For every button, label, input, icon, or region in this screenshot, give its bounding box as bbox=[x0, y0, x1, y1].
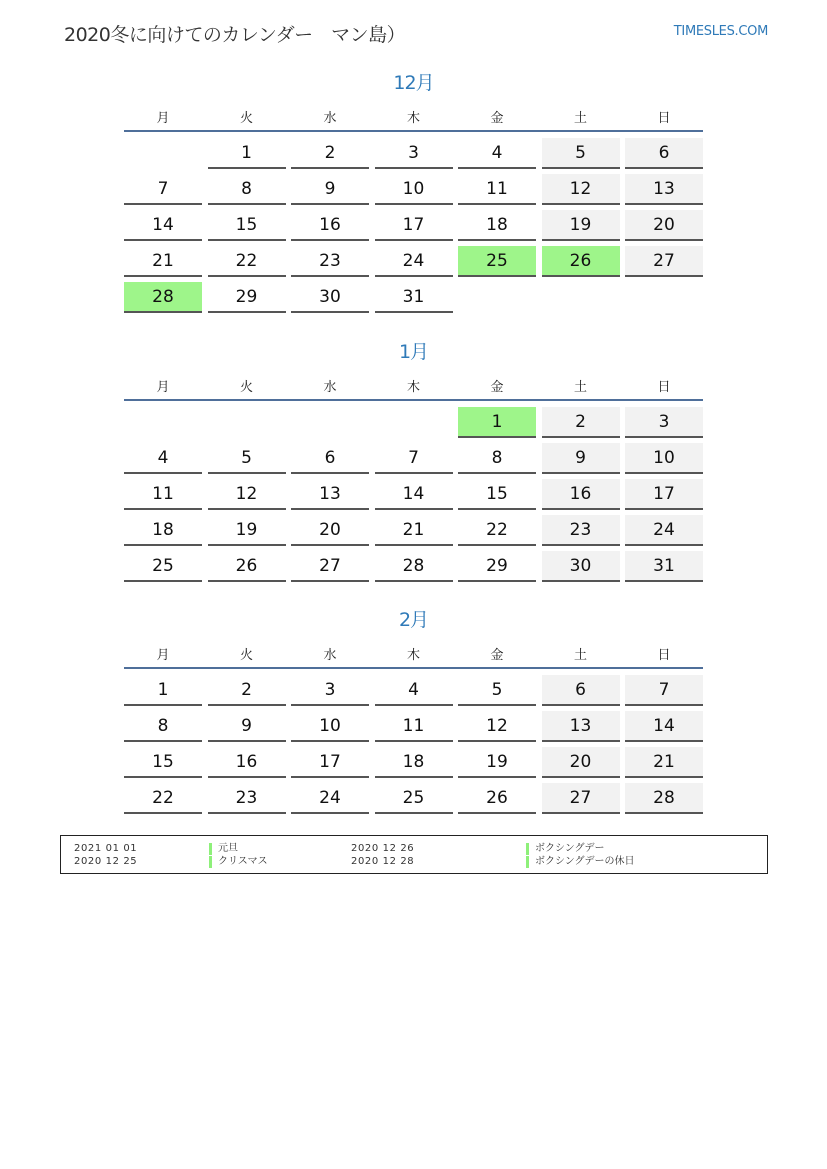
day-cell: 7 bbox=[625, 675, 703, 706]
week-row bbox=[124, 174, 703, 205]
day-cell: 27 bbox=[625, 246, 703, 277]
week-row bbox=[124, 479, 703, 510]
day-cell: 12 bbox=[542, 174, 620, 205]
month-title: 2月 bbox=[398, 609, 429, 631]
week-row bbox=[124, 246, 703, 277]
day-cell: 14 bbox=[625, 711, 703, 742]
day-cell: 23 bbox=[542, 515, 620, 546]
empty-day-cell bbox=[124, 407, 202, 438]
day-cell: 3 bbox=[291, 675, 369, 706]
weekday-header bbox=[124, 102, 703, 132]
day-cell: 27 bbox=[291, 551, 369, 582]
week-row bbox=[124, 675, 703, 706]
day-cell: 7 bbox=[124, 174, 202, 205]
day-cell: 20 bbox=[625, 210, 703, 241]
day-cell: 25 bbox=[124, 551, 202, 582]
weekday-label: 水 bbox=[323, 647, 337, 663]
day-cell: 29 bbox=[458, 551, 536, 582]
week-row bbox=[124, 443, 703, 474]
weekday-label: 木 bbox=[406, 647, 420, 663]
day-cell: 3 bbox=[375, 138, 453, 169]
day-cell: 2 bbox=[291, 138, 369, 169]
weekday-label: 金 bbox=[490, 110, 504, 126]
day-cell: 13 bbox=[625, 174, 703, 205]
day-cell: 28 bbox=[375, 551, 453, 582]
day-cell: 10 bbox=[625, 443, 703, 474]
weekday-label: 月 bbox=[156, 647, 170, 663]
day-cell: 20 bbox=[291, 515, 369, 546]
empty-day-cell bbox=[291, 407, 369, 438]
legend-date: 2020 12 26 bbox=[351, 843, 415, 854]
site-link[interactable]: TIMESLES.COM bbox=[673, 24, 768, 39]
day-cell: 30 bbox=[291, 282, 369, 313]
empty-day-cell bbox=[124, 138, 202, 169]
day-cell: 31 bbox=[625, 551, 703, 582]
day-cell: 21 bbox=[124, 246, 202, 277]
month-block bbox=[124, 337, 703, 587]
weekday-label: 金 bbox=[490, 647, 504, 663]
day-cell: 26 bbox=[458, 783, 536, 814]
weekday-label: 土 bbox=[573, 647, 587, 663]
month-block bbox=[124, 605, 703, 819]
holiday-day-cell: 25 bbox=[458, 246, 536, 277]
day-cell: 17 bbox=[625, 479, 703, 510]
day-cell: 8 bbox=[124, 711, 202, 742]
day-cell: 14 bbox=[375, 479, 453, 510]
weekday-label: 土 bbox=[573, 110, 587, 126]
day-cell: 22 bbox=[124, 783, 202, 814]
empty-day-cell bbox=[542, 282, 620, 313]
day-cell: 7 bbox=[375, 443, 453, 474]
weekday-label: 月 bbox=[156, 379, 170, 395]
day-cell: 15 bbox=[208, 210, 286, 241]
weekday-label: 火 bbox=[239, 379, 253, 395]
day-cell: 2 bbox=[208, 675, 286, 706]
weekday-label: 木 bbox=[406, 110, 420, 126]
day-cell: 24 bbox=[625, 515, 703, 546]
weekday-label: 日 bbox=[657, 647, 671, 663]
page-title: 2020冬に向けてのカレンダー マン島） bbox=[64, 24, 406, 46]
day-cell: 19 bbox=[458, 747, 536, 778]
day-cell: 5 bbox=[542, 138, 620, 169]
day-cell: 6 bbox=[291, 443, 369, 474]
day-cell: 30 bbox=[542, 551, 620, 582]
day-cell: 29 bbox=[208, 282, 286, 313]
day-cell: 22 bbox=[458, 515, 536, 546]
weekday-label: 木 bbox=[406, 379, 420, 395]
day-cell: 16 bbox=[291, 210, 369, 241]
weekday-label: 火 bbox=[239, 110, 253, 126]
weekday-label: 火 bbox=[239, 647, 253, 663]
day-cell: 4 bbox=[375, 675, 453, 706]
weekday-header bbox=[124, 639, 703, 669]
day-cell: 21 bbox=[625, 747, 703, 778]
weekday-label: 日 bbox=[657, 379, 671, 395]
day-cell: 20 bbox=[542, 747, 620, 778]
day-cell: 9 bbox=[542, 443, 620, 474]
week-row bbox=[124, 747, 703, 778]
day-cell: 8 bbox=[458, 443, 536, 474]
empty-day-cell bbox=[208, 407, 286, 438]
day-cell: 23 bbox=[291, 246, 369, 277]
empty-day-cell bbox=[625, 282, 703, 313]
day-cell: 11 bbox=[375, 711, 453, 742]
weekday-label: 金 bbox=[490, 379, 504, 395]
day-cell: 4 bbox=[124, 443, 202, 474]
empty-day-cell bbox=[458, 282, 536, 313]
day-cell: 11 bbox=[458, 174, 536, 205]
day-cell: 15 bbox=[124, 747, 202, 778]
day-cell: 2 bbox=[542, 407, 620, 438]
weekday-label: 日 bbox=[657, 110, 671, 126]
day-cell: 23 bbox=[208, 783, 286, 814]
day-cell: 19 bbox=[542, 210, 620, 241]
legend-holiday-name: クリスマス bbox=[209, 856, 268, 868]
day-cell: 12 bbox=[458, 711, 536, 742]
day-cell: 6 bbox=[542, 675, 620, 706]
weekday-label: 月 bbox=[156, 110, 170, 126]
day-cell: 19 bbox=[208, 515, 286, 546]
day-cell: 11 bbox=[124, 479, 202, 510]
empty-day-cell bbox=[375, 407, 453, 438]
month-title: 1月 bbox=[398, 341, 429, 363]
day-cell: 18 bbox=[124, 515, 202, 546]
week-row bbox=[124, 551, 703, 582]
day-cell: 13 bbox=[291, 479, 369, 510]
day-cell: 10 bbox=[375, 174, 453, 205]
week-row bbox=[124, 210, 703, 241]
day-cell: 5 bbox=[458, 675, 536, 706]
legend-holiday-name: 元旦 bbox=[209, 843, 238, 855]
day-cell: 24 bbox=[291, 783, 369, 814]
week-row bbox=[124, 282, 703, 313]
day-cell: 6 bbox=[625, 138, 703, 169]
day-cell: 18 bbox=[375, 747, 453, 778]
day-cell: 17 bbox=[375, 210, 453, 241]
day-cell: 21 bbox=[375, 515, 453, 546]
day-cell: 4 bbox=[458, 138, 536, 169]
legend-date: 2020 12 25 bbox=[74, 856, 138, 867]
week-row bbox=[124, 711, 703, 742]
weekday-label: 水 bbox=[323, 379, 337, 395]
day-cell: 27 bbox=[542, 783, 620, 814]
week-row bbox=[124, 783, 703, 814]
week-row bbox=[124, 138, 703, 169]
day-cell: 31 bbox=[375, 282, 453, 313]
month-title: 12月 bbox=[393, 72, 434, 94]
holiday-day-cell: 26 bbox=[542, 246, 620, 277]
holiday-legend bbox=[60, 835, 768, 874]
month-block bbox=[124, 68, 703, 318]
legend-holiday-name: ボクシングデー bbox=[526, 843, 605, 855]
weekday-label: 土 bbox=[573, 379, 587, 395]
week-row bbox=[124, 515, 703, 546]
day-cell: 1 bbox=[208, 138, 286, 169]
legend-date: 2021 01 01 bbox=[74, 843, 138, 854]
day-cell: 16 bbox=[542, 479, 620, 510]
holiday-day-cell: 1 bbox=[458, 407, 536, 438]
day-cell: 8 bbox=[208, 174, 286, 205]
day-cell: 9 bbox=[208, 711, 286, 742]
day-cell: 22 bbox=[208, 246, 286, 277]
holiday-day-cell: 28 bbox=[124, 282, 202, 313]
week-row bbox=[124, 407, 703, 438]
weekday-header bbox=[124, 371, 703, 401]
day-cell: 14 bbox=[124, 210, 202, 241]
day-cell: 15 bbox=[458, 479, 536, 510]
legend-holiday-name: ボクシングデーの休日 bbox=[526, 856, 635, 868]
day-cell: 3 bbox=[625, 407, 703, 438]
day-cell: 28 bbox=[625, 783, 703, 814]
day-cell: 16 bbox=[208, 747, 286, 778]
day-cell: 18 bbox=[458, 210, 536, 241]
day-cell: 17 bbox=[291, 747, 369, 778]
day-cell: 13 bbox=[542, 711, 620, 742]
day-cell: 25 bbox=[375, 783, 453, 814]
day-cell: 26 bbox=[208, 551, 286, 582]
day-cell: 5 bbox=[208, 443, 286, 474]
day-cell: 9 bbox=[291, 174, 369, 205]
day-cell: 24 bbox=[375, 246, 453, 277]
day-cell: 12 bbox=[208, 479, 286, 510]
day-cell: 1 bbox=[124, 675, 202, 706]
day-cell: 10 bbox=[291, 711, 369, 742]
legend-date: 2020 12 28 bbox=[351, 856, 415, 867]
weekday-label: 水 bbox=[323, 110, 337, 126]
